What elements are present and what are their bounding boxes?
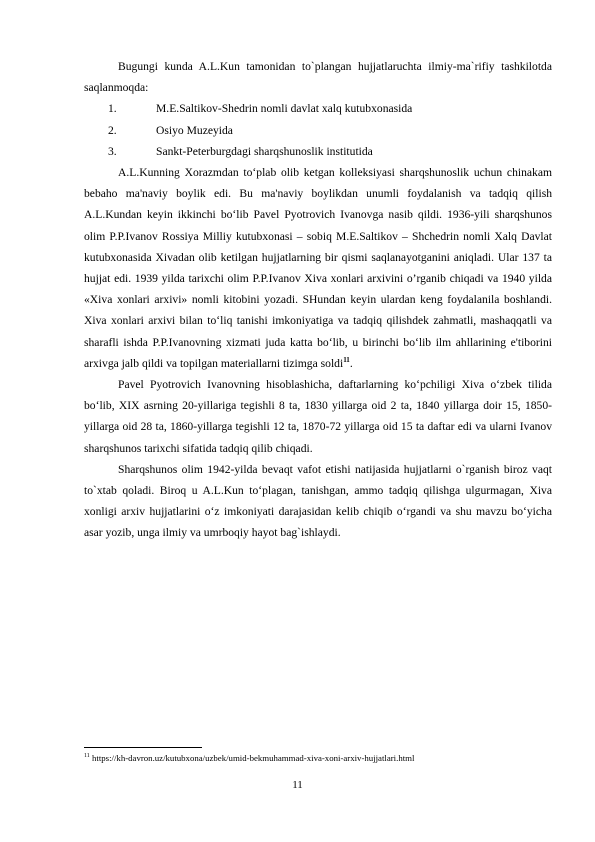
list-item-text: Sankt-Peterburgdagi sharqshunoslik institutida — [156, 144, 373, 158]
footnote — [84, 752, 554, 764]
paragraph-end-punctuation: . — [349, 356, 353, 370]
list-item-text: M.E.Saltikov-Shedrin nomli davlat xalq kutubxonasida — [156, 102, 413, 116]
list-item-number: 2. — [108, 123, 117, 137]
footnote-number: 11 — [84, 753, 90, 760]
paragraph-text: A.L.Kunning Xorazmdan to‘plab olib ketgan kolleksiyasi sharqshunoslik uchun chinakam bebaho ma'naviy boylik edi. Bu ma'naviy boylikdan unumli foydalanish va tadqiq qilish A.L.Kundan keyin ikkinchi bo‘lib Pavel Pyotrovich Ivanovga nasib qildi. 1936-yili sharqshunos olim P.P.Ivanov Rossiya Milliy kutubxonasi – sobiq M.E.Saltikov – Shchedrin nomli Xalq Davlat kutubxonasida Xivadan olib ketilgan hujjatlarning bir qismi saqlanayotganini aniqladi. Ular 137 ta hujjat edi. 1939 yilda tarixchi olim P.P.Ivanov Xiva xonlari arxivini o’rganib chiqadi va 1940 yilda «Xiva xonlari arxivi» nomli kitobini yozadi. SHundan keyin ulardan keng foydalanila boshlandi. Xiva xonlari arxivi bilan to‘liq tanishi imkoniyatiga va tadqiq qilishdek zahmatli, mashaqqatli va sharafli ishda P.P.Ivanovning xizmati juda katta bo‘lib, u birinchi bo‘lib ilm ahllarining e'tiborini arxivga jalb qildi va topilgan materiallarni tizimga soldi — [84, 165, 552, 370]
footnote-link[interactable]: https://kh-davron.uz/kutubxona/uzbek/umid-bekmuhammad-xiva-xoni-arxiv-hujjatlari.html — [89, 753, 415, 763]
list-item — [84, 120, 552, 141]
footnote-divider — [84, 747, 202, 748]
list-item-text: Osiyo Muzeyida — [156, 123, 233, 137]
list-item — [84, 98, 552, 119]
list-item — [84, 141, 552, 162]
list-item-number: 3. — [108, 144, 117, 158]
numbered-list — [84, 98, 552, 162]
footnote-reference[interactable]: 11 — [343, 355, 350, 364]
list-item-number: 1. — [108, 102, 117, 116]
paragraph-ivanov-death: Sharqshunos olim 1942-yilda bevaqt vafot etishi natijasida hujjatlarni o`rganish biroz vaqt to`xtab qoladi. Biroq u A.L.Kun to‘plagan, tanishgan, ammo tadqiq qilishga ulgurmagan, Xiva xonligi arxiv hujjatlarini o‘z imkoniyati darajasidan kelib chiqib o‘rgandi va shu mavzu bo‘yicha asar yozib, unga ilmiy va umrboqiy hayot bag`ishlaydi. — [84, 462, 552, 540]
paragraph-ivanov-count: Pavel Pyotrovich Ivanovning hisoblashicha, daftarlarning ko‘pchiligi Xiva o‘zbek tilida bo‘lib, XIX asrning 20-yillariga tegishli 8 ta, 1830 yillarga oid 2 ta, 1840 yillarga doir 15, 1850-yillarga oid 28 ta, 1860-yillarga tegishli 12 ta, 1870-72 yillarga oid 15 ta daftar edi va ularni Ivanov sharqshunos tarixchi sifatida tadqiq qilib chiqadi. — [84, 378, 552, 455]
page-number: 11 — [292, 779, 303, 791]
body-text — [84, 56, 552, 544]
intro-paragraph: Bugungi kunda A.L.Kun tamonidan to`plangan hujjatlaruchta ilmiy-ma`rifiy tashkilotda saqlanmoqda: — [84, 60, 552, 95]
paragraph-kun-collection — [84, 162, 552, 374]
